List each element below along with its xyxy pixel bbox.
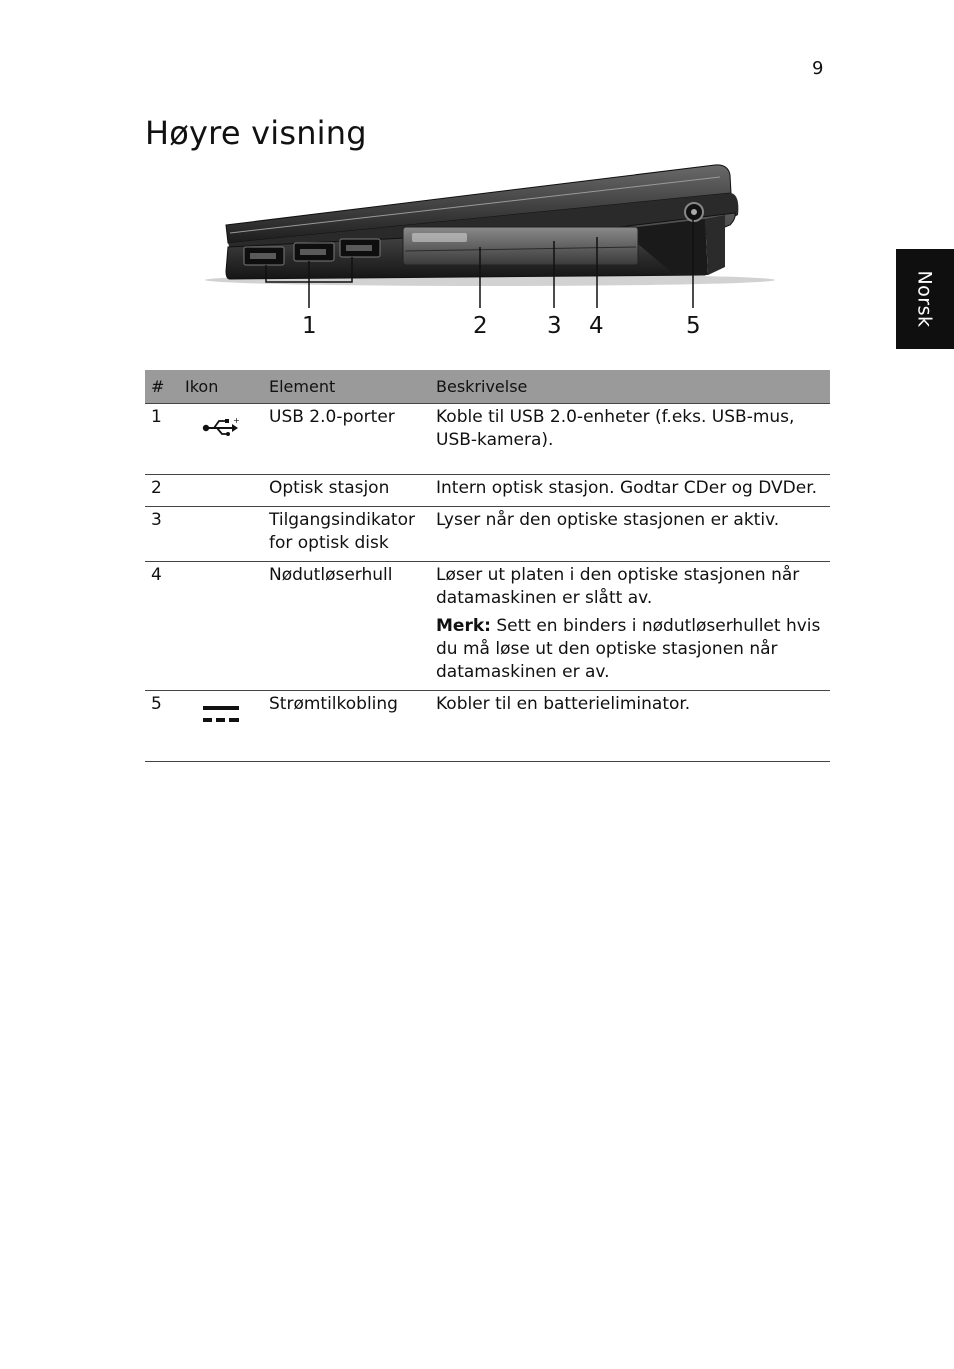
usb-icon bbox=[202, 416, 240, 438]
table-row bbox=[145, 562, 830, 691]
row-element: Strømtilkobling bbox=[263, 691, 430, 762]
row-num: 2 bbox=[145, 475, 179, 507]
dc-power-icon bbox=[202, 703, 240, 727]
description-text: Kobler til en batterieliminator. bbox=[436, 694, 691, 714]
laptop-right-side-figure bbox=[200, 155, 780, 345]
language-tab-label: Norsk bbox=[914, 270, 936, 328]
page-number: 9 bbox=[812, 58, 824, 79]
table-row bbox=[145, 475, 830, 507]
row-icon bbox=[179, 475, 263, 507]
language-tab bbox=[896, 249, 954, 349]
table-row bbox=[145, 404, 830, 475]
row-num: 3 bbox=[145, 507, 179, 562]
row-icon bbox=[179, 404, 263, 475]
row-icon bbox=[179, 691, 263, 762]
header-description: Beskrivelse bbox=[430, 370, 830, 404]
row-element: USB 2.0-porter bbox=[263, 404, 430, 475]
header-element: Element bbox=[263, 370, 430, 404]
callout-5: 5 bbox=[686, 313, 701, 339]
callout-1: 1 bbox=[302, 313, 317, 339]
page-title: Høyre visning bbox=[145, 114, 367, 152]
table-header-row bbox=[145, 370, 830, 404]
description-text: Lyser når den optiske stasjonen er aktiv. bbox=[436, 510, 780, 530]
description-text: Løser ut platen i den optiske stasjonen når datamaskinen er slått av. bbox=[436, 565, 800, 608]
callout-4: 4 bbox=[589, 313, 604, 339]
laptop-illustration bbox=[200, 155, 780, 345]
row-icon bbox=[179, 562, 263, 691]
row-description bbox=[430, 404, 830, 475]
row-num: 4 bbox=[145, 562, 179, 691]
header-num: # bbox=[145, 370, 179, 404]
callout-2: 2 bbox=[473, 313, 488, 339]
note bbox=[436, 615, 824, 684]
header-icon: Ikon bbox=[179, 370, 263, 404]
row-element: Nødutløserhull bbox=[263, 562, 430, 691]
description-text: Intern optisk stasjon. Godtar CDer og DVDer. bbox=[436, 478, 818, 498]
specification-table bbox=[145, 370, 830, 762]
callout-3: 3 bbox=[547, 313, 562, 339]
row-description bbox=[430, 691, 830, 762]
table-row bbox=[145, 691, 830, 762]
note-text: Sett en binders i nødutløserhullet hvis du må løse ut den optiske stasjonen når datamaskinen er av. bbox=[436, 616, 821, 682]
description-text: Koble til USB 2.0-enheter (f.eks. USB-mus, USB-kamera). bbox=[436, 407, 795, 450]
row-element: Optisk stasjon bbox=[263, 475, 430, 507]
row-num: 1 bbox=[145, 404, 179, 475]
row-element: Tilgangsindikator for optisk disk bbox=[263, 507, 430, 562]
row-description bbox=[430, 562, 830, 691]
row-description bbox=[430, 475, 830, 507]
row-description bbox=[430, 507, 830, 562]
row-icon bbox=[179, 507, 263, 562]
row-num: 5 bbox=[145, 691, 179, 762]
table-row bbox=[145, 507, 830, 562]
note-label: Merk: bbox=[436, 616, 491, 636]
svg-text:+: + bbox=[233, 416, 240, 425]
